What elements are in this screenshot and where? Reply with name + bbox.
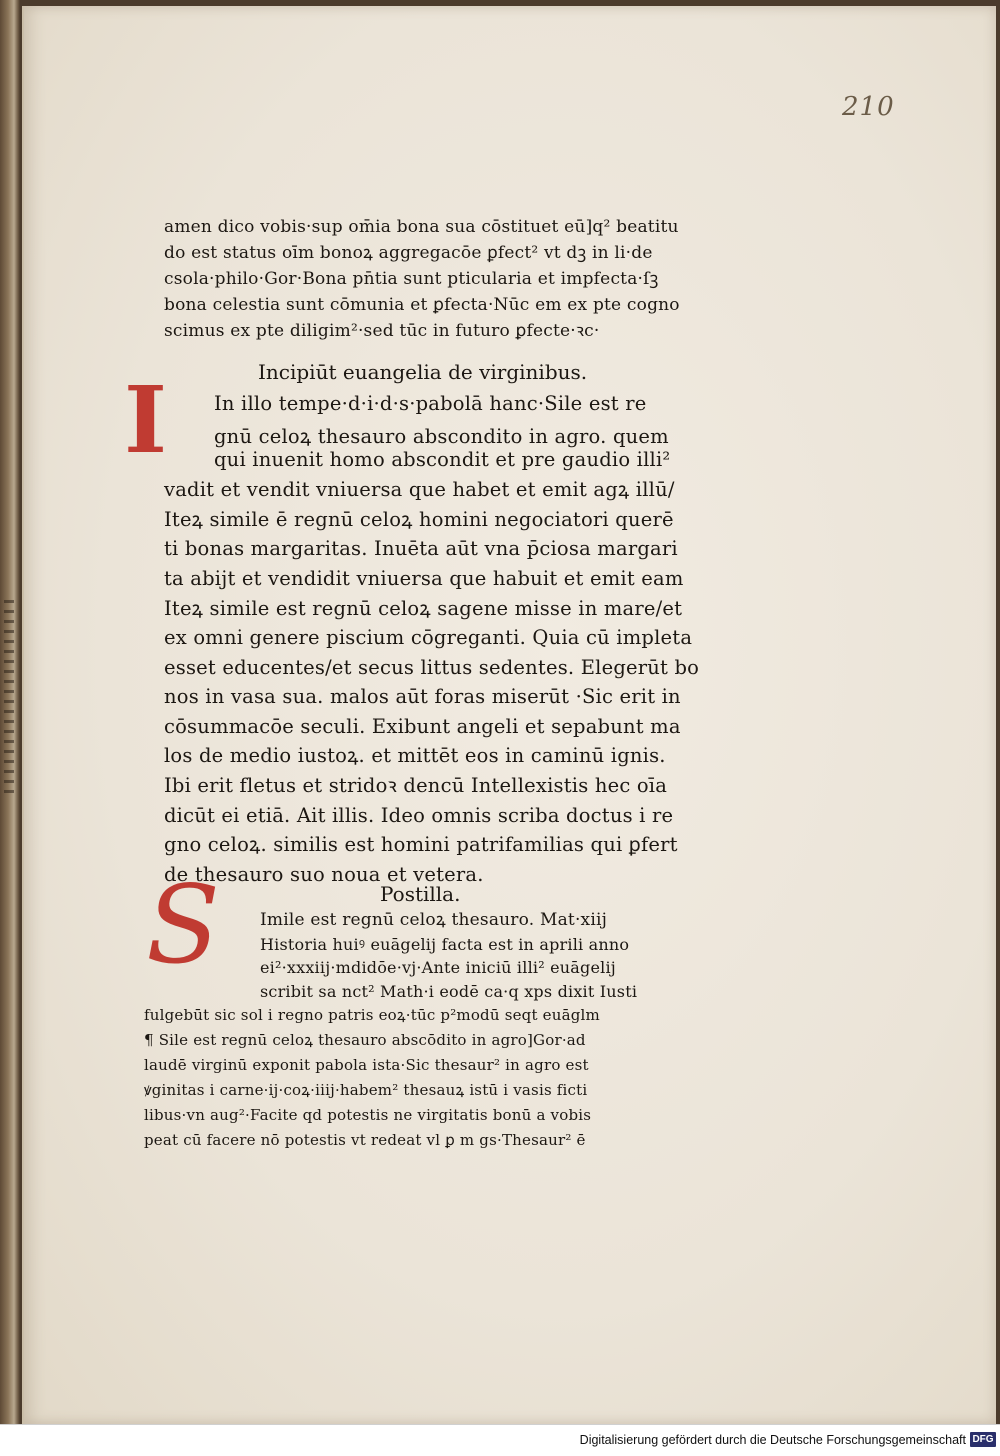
text-line: laudē virginū exponit pabola ista·Sic thesaur² in agro est bbox=[144, 1056, 589, 1074]
text-line: peat cū facere nō potestis vt redeat vl ꝑ m gs·Thesaur² ē bbox=[144, 1131, 586, 1149]
text-line: cōsummacōe seculi. Exibunt angeli et sepabunt ma bbox=[164, 715, 681, 738]
text-line: vadit et vendit vniuersa que habet et emit agꝝ illū/ bbox=[164, 478, 675, 501]
text-line: csola·philo·Gor·Bona pn̄tia sunt pticularia et impfecta·ſꝫ bbox=[164, 269, 659, 289]
text-line: amen dico vobis·sup om̄ia bona sua cōstituet eū]q² beatitu bbox=[164, 217, 679, 237]
text-line: ex omni genere piscium cōgreganti. Quia cū impleta bbox=[164, 626, 693, 649]
postilla-heading: Postilla. bbox=[380, 882, 461, 906]
text-line: gnū celoꝝ thesauro abscondito in agro. quem bbox=[214, 425, 669, 448]
attribution-bar bbox=[0, 1424, 1000, 1456]
text-line: ꝟginitas i carne·ij·coꝝ·iiij·habem² thesauꝝ istū i vasis ficti bbox=[144, 1081, 588, 1099]
text-line: bona celestia sunt cōmunia et ꝑfecta·Nūc em ex pte cogno bbox=[164, 295, 680, 315]
text-line: do est status oīm bonoꝝ aggregacōe ꝑfect² vt dꝫ in li·de bbox=[164, 243, 653, 263]
red-initial-s: S bbox=[146, 863, 220, 988]
text-line: Iteꝝ simile ē regnū celoꝝ homini negociatori querē bbox=[164, 508, 674, 531]
text-line: nos in vasa sua. malos aūt foras miserūt ·Sic erit in bbox=[164, 685, 681, 708]
gospel-heading: Incipiūt euangelia de virginibus. bbox=[258, 360, 588, 384]
text-line: Iteꝝ simile est regnū celoꝝ sagene misse in mare/et bbox=[164, 597, 683, 620]
binding-edge bbox=[4, 600, 14, 800]
manuscript-page bbox=[22, 6, 996, 1424]
text-line: ¶ Sile est regnū celoꝝ thesauro abscōdito in agro]Gor·ad bbox=[144, 1031, 586, 1049]
text-line: dicūt ei etiā. Ait illis. Ideo omnis scriba doctus i re bbox=[164, 804, 674, 827]
text-line: fulgebūt sic sol i regno patris eoꝝ·tūc p²modū seqt euāglm bbox=[144, 1006, 600, 1024]
text-line: ta abijt et vendidit vniuersa que habuit et emit eam bbox=[164, 567, 684, 590]
red-initial-i: I bbox=[124, 366, 168, 474]
text-line: Historia huiꝰ euāgelij facta est in aprili anno bbox=[260, 935, 630, 954]
text-line: In illo tempe·d·i·d·s·pabolā hanc·Sile est re bbox=[214, 392, 647, 415]
text-line: libus·vn aug²·Facite qd potestis ne virgitatis bonū a vobis bbox=[144, 1106, 592, 1124]
text-line: ti bonas margaritas. Inuēta aūt vna p̄ciosa margari bbox=[164, 537, 678, 560]
text-line: scimus ex pte diligim²·sed tūc in futuro ꝑfecte·ꝛc· bbox=[164, 321, 600, 341]
text-line: gno celoꝝ. similis est homini patrifamilias qui ꝑfert bbox=[164, 833, 678, 856]
folio-number: 210 bbox=[842, 92, 895, 122]
text-line: de thesauro suo noua et vetera. bbox=[164, 863, 484, 886]
text-line: scribit sa nct² Math·i eodē ca·q xps dixit Iusti bbox=[260, 982, 638, 1001]
text-line: esset educentes/et secus littus sedentes. Elegerūt bo bbox=[164, 656, 700, 679]
text-line: Imile est regnū celoꝝ thesauro. Mat·xiij bbox=[260, 910, 608, 930]
text-line: los de medio iustoꝝ. et mittēt eos in caminū ignis. bbox=[164, 744, 666, 767]
dfg-logo: DFG bbox=[970, 1432, 996, 1447]
text-line: Ibi erit fletus et stridoꝛ dencū Intellexistis hec oīa bbox=[164, 774, 668, 797]
funding-notice: Digitalisierung gefördert durch die Deutsche Forschungsgemeinschaft bbox=[579, 1433, 966, 1447]
text-line: ei²·xxxiij·mdidōe·vj·Ante iniciū illi² euāgelij bbox=[260, 958, 616, 977]
text-line: qui inuenit homo abscondit et pre gaudio illi² bbox=[214, 448, 671, 471]
